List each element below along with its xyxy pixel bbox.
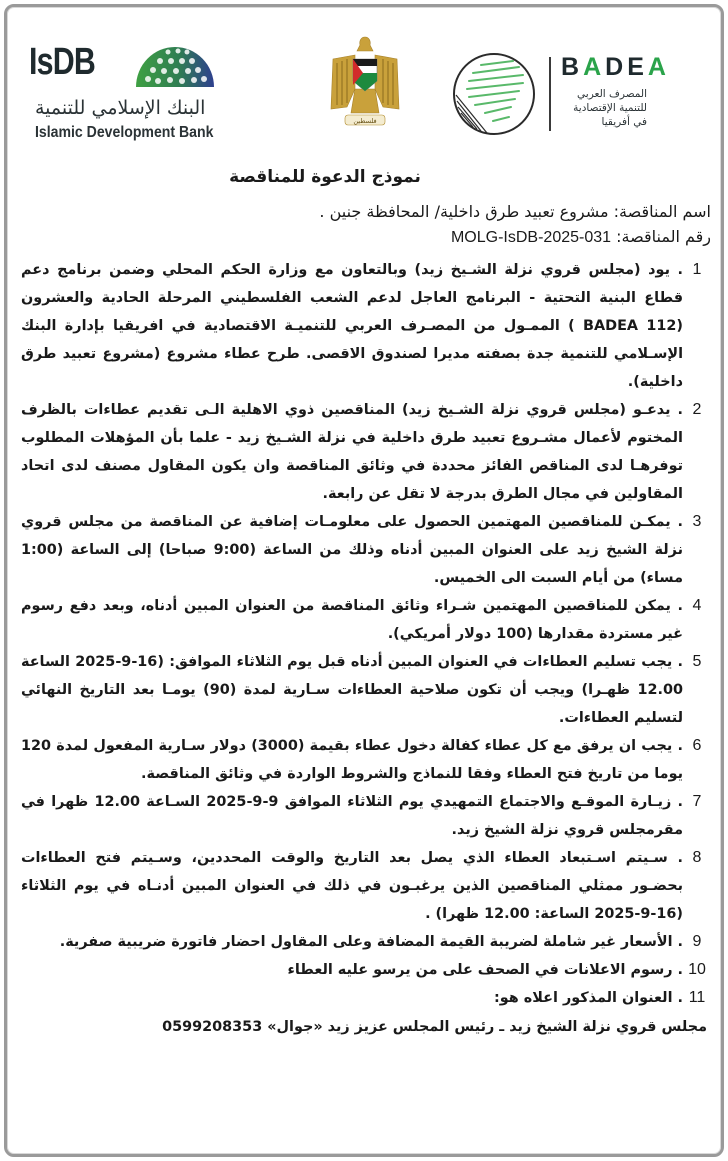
isdb-english-name: Islamic Development Bank [35,124,214,141]
list-item: 7 . زيـارة الموقـع والاجتماع التمهيدي يوم الثلاثاء الموافق 9-9-2025 السـاعة 12.00 ظهرا في مقرمجلس قروي نزلة الشيخ زيد. [21,793,702,838]
badea-logo [445,51,705,141]
tender-terms-list [19,256,711,1012]
isdb-logo [29,41,229,141]
tender-number-label: رقم المناقصة: [616,227,711,246]
badea-wordmark: BADEA [561,53,670,81]
tender-number-value: MOLG-IsDB-2025-031 [450,229,612,246]
list-item: 10 . رسوم الاعلانات في الصحف على من يرسو عليه العطاء [287,961,706,978]
badea-africa-globe-icon [451,51,537,137]
palestine-eagle-emblem-icon [325,29,405,133]
tender-number-line [19,224,711,250]
badea-arabic-name: المصرف العربي للتنمية الإقتصادية في أفريقيا [573,88,647,128]
emblem-caption: فلسطين [353,117,377,125]
contact-address: مجلس قروي نزلة الشيخ زيد ـ رئيس المجلس عزيز زيد «جوال» 0599208353 [162,1019,707,1035]
badea-divider [549,57,551,131]
document-title: نموذج الدعوة للمناقصة [229,167,421,187]
list-item: 9 . الأسعار غير شاملة لضريبة القيمة المضافة وعلى المقاول احضار فاتورة ضريبية صفرية. [59,933,702,950]
isdb-arabic-name: البنك الإسلامي للتنمية [35,97,206,119]
list-item: 6 . يجب ان يرفق مع كل عطاء كفالة دخول عطاء بقيمة (3000) دولار سـارية المفعول لمدة 120 يوما من تاريخ فتح العطاء وفقا للنماذج والشروط الواردة في وثائق المناقصة. [21,737,702,782]
tender-name-label: اسم المناقصة: [613,202,711,221]
tender-name-line [19,199,711,224]
isdb-hexagon-globe-icon [134,43,216,87]
tender-name-value: مشروع تعبيد طرق داخلية/ المحافظة جنين . [319,202,609,221]
list-item: 4 . يمكن للمناقصين المهتمين شـراء وثائق المناقصة من العنوان المبين أدناه، وبعد دفع رسوم غير مستردة مقدارها (100 دولار أمريكي). [21,597,702,642]
isdb-wordmark: IsDB [29,41,96,83]
tender-document [19,167,711,1042]
list-item: 11 . العنوان المذكور اعلاه هو: [494,989,706,1006]
list-item: 8 . سـيتم اسـتبعاد العطاء الذي يصل بعد التاريخ والوقت المحددين، وسـيتم فتح العطاءات بحضـور ممثلي المناقصين الذين يرغبـون في ذلك في العنوان المبين أدنـاه في يوم الثلاثاء (16-9-2025 الساعة: 12.00 ظهرا) . [21,849,702,922]
list-item: 2 . يدعـو (مجلس قروي نزلة الشـيخ زيد) المناقصين ذوي الاهلية الـى تقديم عطاءات بالظرف المختوم لأعمال مشـروع تعبيد طرق داخلية في نزلة الشـيخ زيد - علما بأن المؤهلات المطلوب توفرهـا لدى المناقص الفائز محددة في وثائق المناقصة وان يكون المقاول مصنف لدى اتحاد المقاولين في مجال الطرق بدرجة لا تقل عن رابعة. [21,401,702,502]
list-item: 3 . يمكـن للمناقصين المهتمين الحصول على معلومـات إضافية عن المناقصة من مجلس قروي نزلة الشيخ زيد على العنوان المبين أدناه وذلك من الساعة (9:00 صباحا) إلى الساعة (1:00 مساء) من أيام السبت الى الخميس. [21,513,702,586]
document-frame [4,4,724,1157]
logo-header [7,7,721,157]
list-item: 5 . يجب تسليم العطاءات في العنوان المبين أدناه قبل يوم الثلاثاء الموافق: (16-9-2025 الساعة 12.00 ظهـرا) ويجب أن تكون صلاحية العطاءات سـارية لمدة (90) يومـا بعد التاريخ النهائي لتسليم العطاءات. [21,653,702,726]
list-item: 1 . يود (مجلس قروي نزلة الشـيخ زيد) وبالتعاون مع وزارة الحكم المحلي وضمن برنامج دعم قطاع البنية التحتية - البرنامج العاجل لدعم الشعب الفلسطيني المرحلة الحادية والعشرون (BADEA 112 ) الممـول من المصـرف العربي للتنميـة الاقتصادية في افريقيا بإدارة البنك الإسـلامي للتنمية جدة بصفته مديرا لصندوق الاقصى. طرح عطاء مشروع (مشروع تعبيد طرق داخلية). [21,261,702,390]
